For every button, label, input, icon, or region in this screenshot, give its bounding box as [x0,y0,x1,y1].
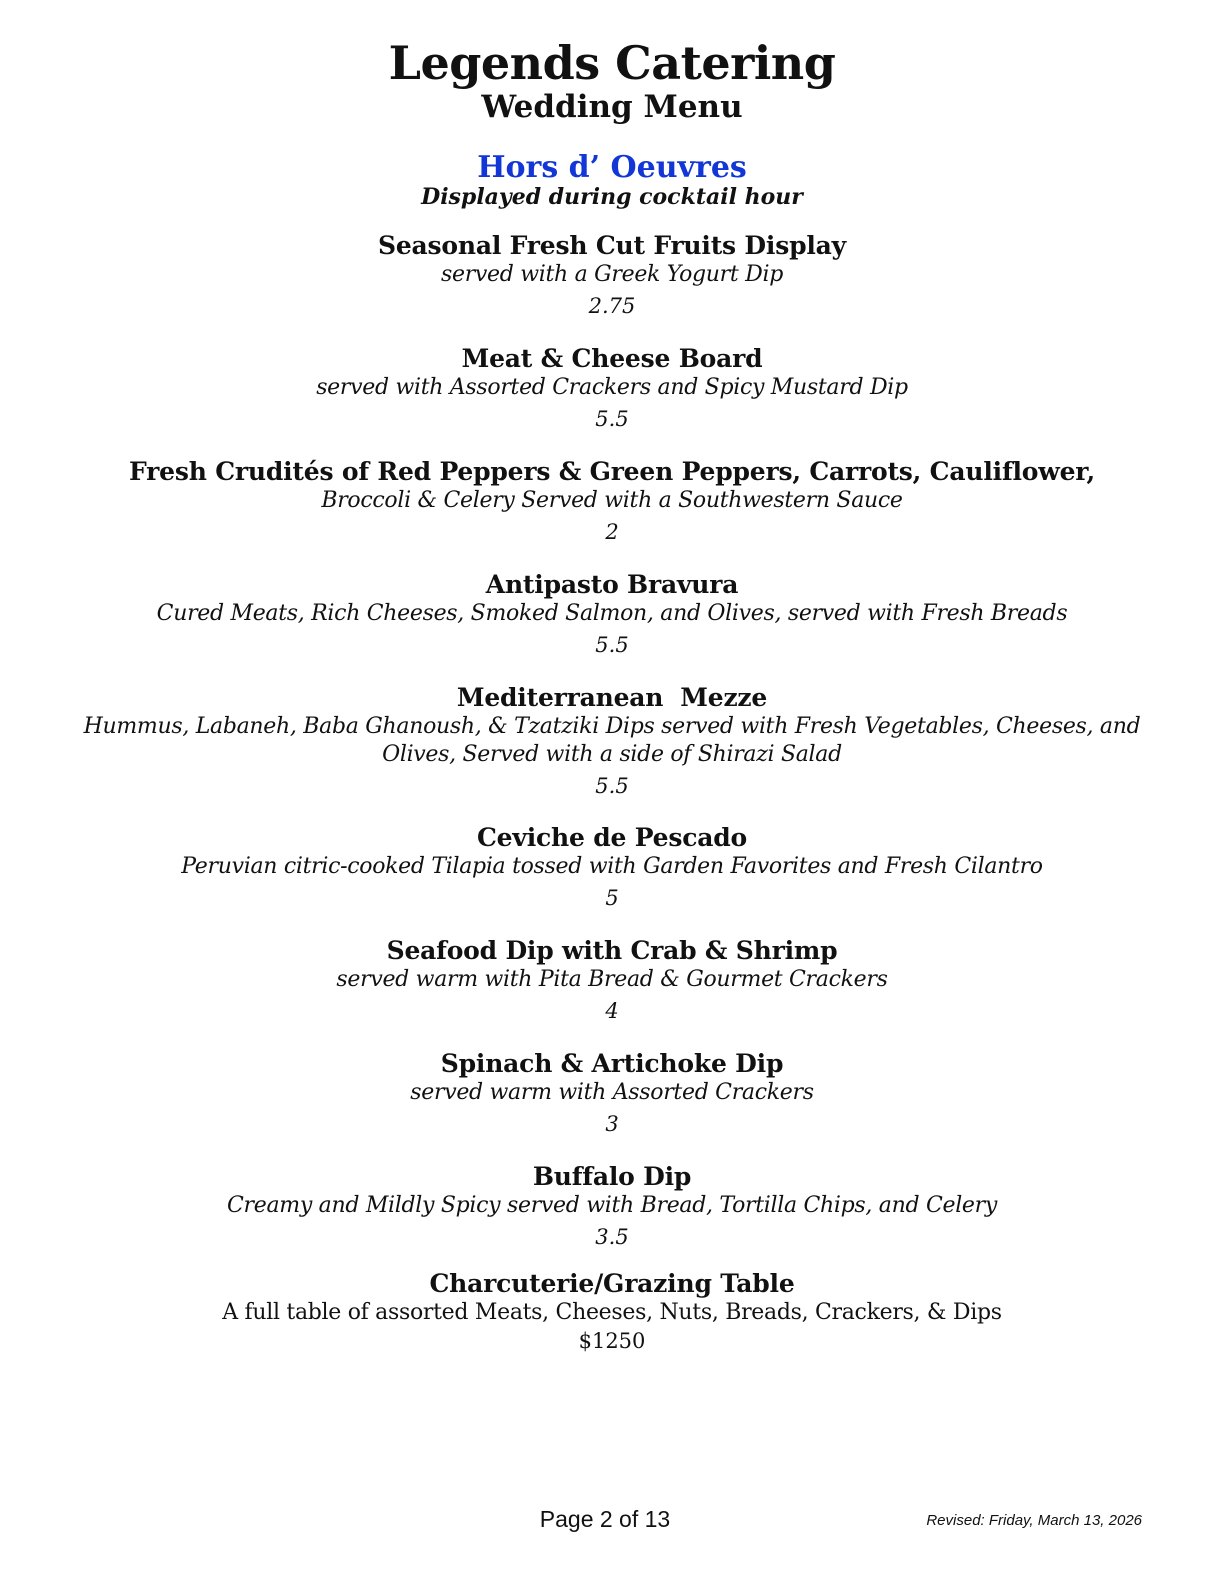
menu-item [80,344,1144,434]
menu-item [80,683,1144,801]
menu-item-name: Spinach & Artichoke Dip [440,1049,784,1078]
menu-item-description: served with Assorted Crackers and Spicy Mustard Dip [316,375,908,400]
menu-item-description: served warm with Pita Bread & Gourmet Crackers [336,967,888,992]
menu-item [80,457,1144,547]
menu-item-price: 2.75 [588,294,636,318]
menu-item-description: Peruvian citric-cooked Tilapia tossed with Garden Favorites and Fresh Cilantro [181,854,1043,879]
menu-item [80,231,1144,321]
menu-item-price: 5.5 [595,774,629,798]
company-name: Legends Catering [388,36,836,90]
menu-item [80,570,1144,660]
menu-item-price: 4 [605,999,619,1023]
menu-item-price: $1250 [578,1329,646,1353]
menu-item-name: Seafood Dip with Crab & Shrimp [386,936,838,965]
menu-item-name: Charcuterie/Grazing Table [429,1269,795,1298]
menu-item [80,1162,1144,1252]
menu-item [80,1269,1144,1355]
menu-item-name: Antipasto Bravura [485,570,739,599]
menu-item-price: 2 [605,520,619,544]
menu-item-name: Buffalo Dip [532,1162,692,1191]
page-number: Page 2 of 13 [539,1506,671,1532]
menu-item-price: 3 [605,1112,619,1136]
revised-date: Revised: Friday, March 13, 2026 [926,1512,1142,1529]
menu-item-description: served with a Greek Yogurt Dip [440,262,783,287]
menu-item-description: Creamy and Mildly Spicy served with Bread, Tortilla Chips, and Celery [226,1193,997,1218]
menu-subtitle: Wedding Menu [481,89,743,125]
menu-item [80,936,1144,1026]
menu-item-name: Fresh Crudités of Red Peppers & Green Peppers, Carrots, Cauliflower, [129,457,1095,486]
section-note: Displayed during cocktail hour [421,184,803,210]
menu-item-name: Ceviche de Pescado [476,823,747,852]
menu-item-description: served warm with Assorted Crackers [410,1080,814,1105]
menu-item-price: 3.5 [595,1225,629,1249]
menu-item-description: Cured Meats, Rich Cheeses, Smoked Salmon, and Olives, served with Fresh Breads [156,601,1068,626]
menu-item-description: Hummus, Labaneh, Baba Ghanoush, & Tzatziki Dips served with Fresh Vegetables, Cheeses, and [83,714,1141,739]
menu-item-name: Mediterranean Mezze [456,683,768,712]
menu-item-price: 5.5 [595,407,629,431]
menu-item-name: Seasonal Fresh Cut Fruits Display [378,231,846,260]
menu-item-name: Meat & Cheese Board [461,344,763,373]
menu-item [80,1049,1144,1139]
menu-item [80,823,1144,913]
menu-item-description: Olives, Served with a side of Shirazi Salad [382,742,842,767]
menu-item-price: 5 [605,886,619,910]
menu-item-description: Broccoli & Celery Served with a Southwestern Sauce [321,488,903,513]
section-title: Hors d’ Oeuvres [477,150,747,185]
menu-item-price: 5.5 [595,633,629,657]
menu-item-description: A full table of assorted Meats, Cheeses, Nuts, Breads, Crackers, & Dips [222,1300,1002,1325]
